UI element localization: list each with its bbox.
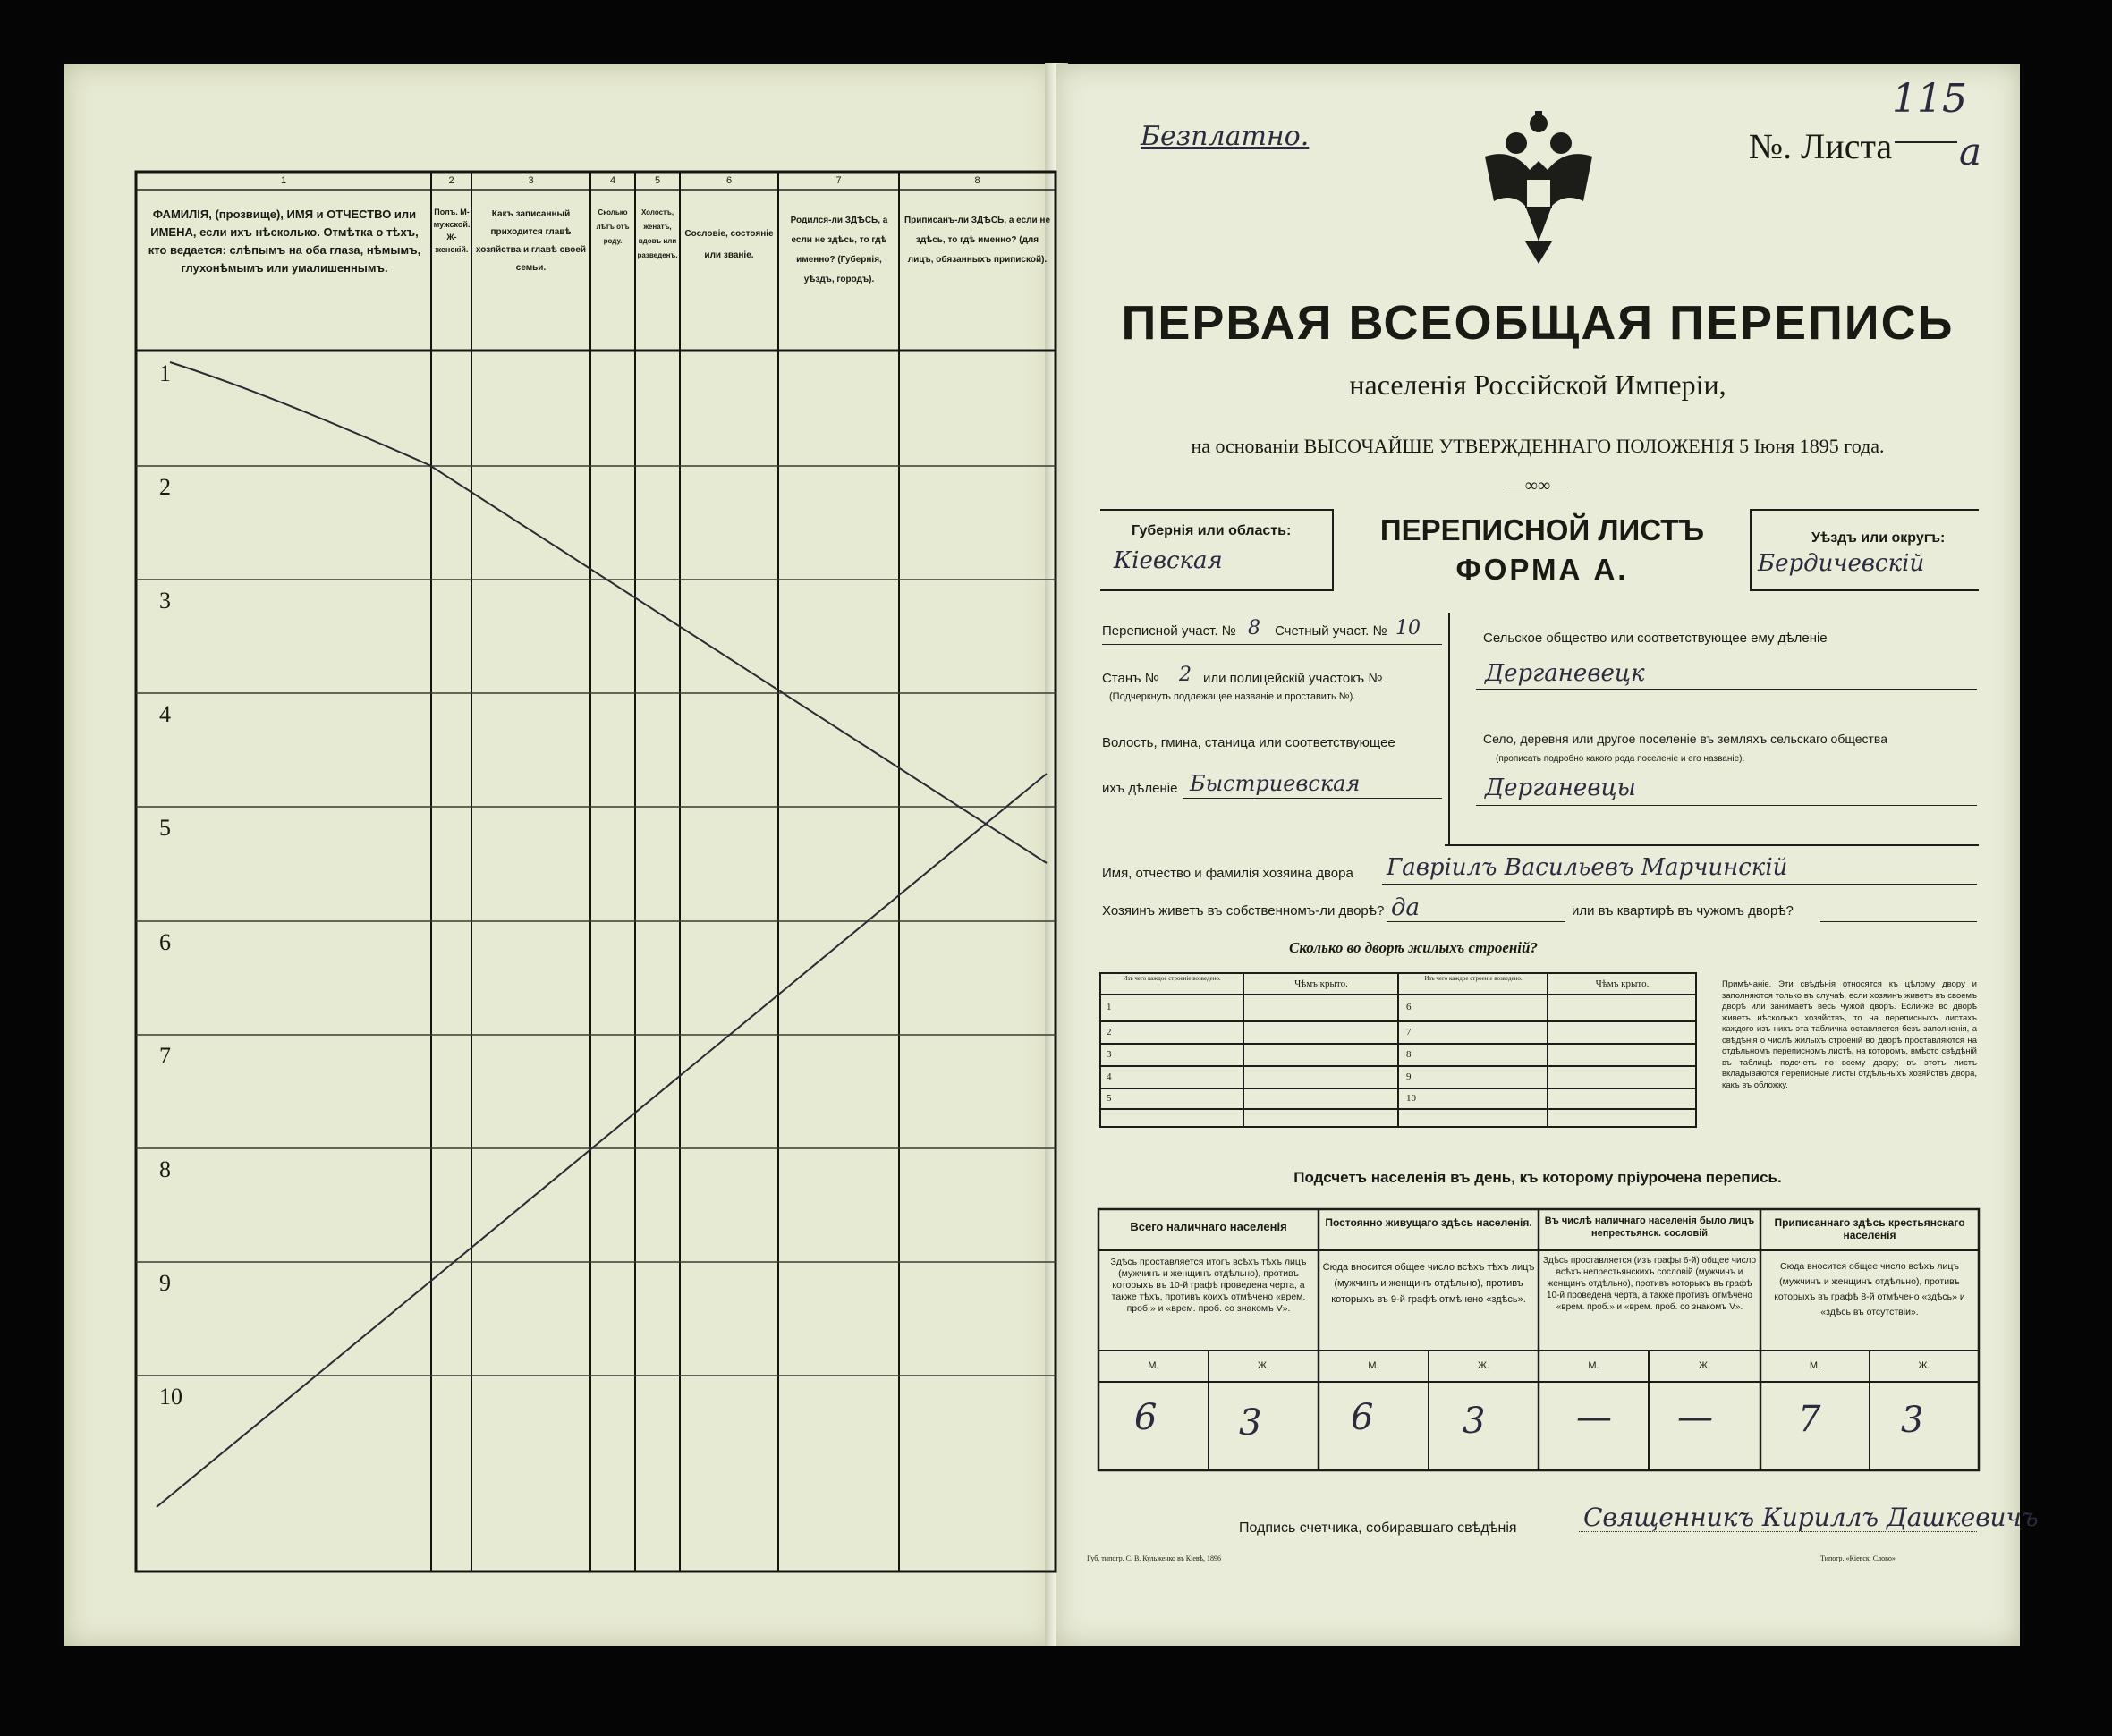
building-row-num: 1 — [1107, 1002, 1112, 1012]
col-num-7: 7 — [835, 175, 842, 186]
page-subtitle: населенія Россійской Имперіи, — [1349, 368, 1726, 401]
row-number: 8 — [159, 1156, 171, 1182]
row-number: 7 — [159, 1043, 171, 1069]
signature-label: Подпись счетчика, собиравшаго свѣдѣнія — [1239, 1520, 1517, 1536]
sex-female-label: Ж. — [1477, 1360, 1490, 1371]
building-row-num: 10 — [1406, 1093, 1416, 1104]
sex-male-label: М. — [1368, 1360, 1379, 1371]
uezd-label: Уѣздъ или округъ: — [1811, 530, 1946, 546]
count-present-female: 3 — [1239, 1402, 1262, 1444]
police-district-label: или полицейскій участокъ № — [1203, 671, 1383, 686]
sex-female-label: Ж. — [1698, 1360, 1711, 1371]
col-num-3: 3 — [528, 175, 534, 186]
col-header-relation: Какъ записанный приходится главѣ хозяйства и главѣ своей семьи. — [475, 209, 587, 273]
count-note-nonpeasant: Здѣсь проставляется (изъ графы 6-й) общее число всѣхъ непрестьянскихъ сословій (мужчинъ и женщинъ отдѣльно), противъ которыхъ въ графѣ 10-й проведена черта, а также противъ отмѣчено «врем. проб.» и «врем. проб. со знакомъ V». — [1542, 1256, 1757, 1312]
counting-district-value: 10 — [1395, 617, 1421, 639]
sex-female-label: Ж. — [1918, 1360, 1930, 1371]
col-header-sex: Полъ. М-мужской. Ж-женскій. — [433, 207, 471, 254]
printer-imprint-right: Типогр. «Кіевск. Слово» — [1820, 1554, 1896, 1562]
village-note: (прописать подробно какого рода поселеніе и его названіе). — [1496, 754, 1745, 764]
field-line — [1820, 921, 1977, 922]
sex-male-label: М. — [1809, 1360, 1821, 1371]
buildings-col-roof-2: Чѣмъ крыто. — [1595, 978, 1650, 989]
count-nonpeasant-female: — — [1677, 1397, 1713, 1438]
census-district-value: 8 — [1248, 617, 1260, 639]
sheet-suffix-handwritten: а — [1959, 130, 1982, 174]
col-num-1: 1 — [280, 175, 287, 186]
signature-value: Священникъ Кириллъ Дашкевичъ — [1583, 1503, 2039, 1532]
row-number: 9 — [159, 1270, 171, 1296]
count-note-present: Здѣсь проставляется итогъ всѣхъ тѣхъ лицъ (мужчинъ и женщинъ отдѣльно), противъ которыхъ въ 10-й графѣ проведена черта, а также тѣхъ, противъ коихъ отмѣчено «врем. проб.» и «врем. проб. со знакомъ V». — [1110, 1257, 1307, 1314]
village-label: Село, деревня или другое поселеніе въ земляхъ сельскаго общества — [1483, 732, 1887, 746]
row-number: 2 — [159, 474, 171, 500]
col-header-marital: Холостъ, женатъ, вдовъ или разведенъ. — [637, 208, 678, 259]
community-label: Сельское общество или соответствующее ему дѣленіе — [1483, 631, 1828, 646]
legal-basis: на основаніи ВЫСОЧАЙШЕ УТВЕРЖДЕННАГО ПОЛОЖЕНІЯ 5 Іюня 1895 года. — [1191, 435, 1885, 457]
row-number: 4 — [159, 701, 171, 727]
building-row-num: 7 — [1406, 1027, 1412, 1037]
field-line — [1387, 921, 1565, 922]
uezd-value: Бердичевскій — [1758, 550, 1925, 577]
row-number: 10 — [159, 1384, 182, 1410]
sex-male-label: М. — [1148, 1360, 1159, 1371]
field-line — [1102, 644, 1442, 645]
volost-label: Волость, гмина, станица или соответствующее — [1102, 735, 1395, 750]
building-row-num: 2 — [1107, 1027, 1112, 1037]
row-number: 3 — [159, 588, 171, 614]
col-header-birthplace: Родился-ли ЗДѢСЬ, а если не здѣсь, то гдѣ именно? (Губернія, уѣздъ, городъ). — [790, 216, 888, 284]
count-permanent-male: 6 — [1351, 1397, 1374, 1438]
count-registered-female: 3 — [1901, 1400, 1924, 1441]
col-num-8: 8 — [974, 175, 980, 186]
col-num-2: 2 — [448, 175, 454, 186]
count-header-permanent: Постоянно живущаго здѣсь населенія. — [1325, 1216, 1532, 1229]
row-number: 5 — [159, 815, 171, 841]
count-present-male: 6 — [1134, 1397, 1158, 1438]
lives-value: да — [1391, 894, 1420, 921]
count-header-nonpeasant: Въ числѣ наличнаго населенія было лицъ непрестьянск. сословій — [1544, 1215, 1755, 1239]
building-row-num: 5 — [1107, 1093, 1112, 1104]
volost-value: Быстриевская — [1190, 771, 1361, 796]
count-header-present: Всего наличнаго населенія — [1130, 1220, 1287, 1233]
count-note-registered: Сюда вносится общее число всѣхъ лицъ (мужчинъ и женщинъ отдѣльно), противъ которыхъ въ графѣ 8-й отмѣчено «здѣсь» и «здѣсь въ отсутствіи». — [1774, 1261, 1965, 1317]
col-header-registration: Приписанъ-ли ЗДѢСЬ, а если не здѣсь, то гдѣ именно? (для лицъ, обязанныхъ припиской). — [903, 216, 1051, 265]
village-value: Дерганевцы — [1485, 775, 1636, 801]
buildings-col-material-2: Изъ чего каждое строеніе возведено. — [1424, 975, 1523, 982]
count-registered-male: 7 — [1798, 1399, 1821, 1440]
stan-note: (Подчеркнуть подлежащее названіе и проставить №). — [1109, 691, 1356, 702]
free-label: Безплатно. — [1141, 121, 1310, 152]
col-num-5: 5 — [654, 175, 661, 186]
sheet-number-handwritten: 115 — [1892, 76, 1967, 122]
volost-label-2: ихъ дѣленіе — [1102, 781, 1178, 796]
sex-male-label: М. — [1588, 1360, 1599, 1371]
stan-label: Станъ № — [1102, 671, 1159, 686]
ornament: —∞∞— — [1506, 476, 1569, 495]
buildings-title: Сколько во дворѣ жилыхъ строеній? — [1289, 939, 1538, 956]
field-line — [1476, 689, 1977, 690]
col-header-name: ФАМИЛІЯ, (прозвище), ИМЯ и ОТЧЕСТВО или ИМЕНА, если ихъ нѣсколько. Отмѣтка о тѣхъ, кто ведается: слѣпымъ на оба глаза, нѣмымъ, глухонѣмымъ или умалишеннымъ. — [148, 207, 421, 275]
form-subtitle: ФОРМА А. — [1455, 553, 1629, 586]
building-row-num: 8 — [1406, 1049, 1412, 1060]
building-row-num: 6 — [1406, 1002, 1412, 1012]
community-value: Дерганевецк — [1485, 660, 1645, 687]
building-row-num: 9 — [1406, 1071, 1412, 1082]
sex-female-label: Ж. — [1257, 1360, 1270, 1371]
printer-imprint-left: Губ. типогр. С. В. Кульженко въ Кіевѣ, 1896 — [1087, 1554, 1221, 1562]
buildings-col-roof: Чѣмъ крыто. — [1294, 978, 1348, 989]
col-header-age: Сколько лѣтъ отъ роду. — [596, 208, 630, 245]
count-title: Подсчетъ населенія въ день, къ которому пріурочена перепись. — [1293, 1169, 1782, 1186]
row-number: 1 — [159, 360, 171, 386]
row-number: 6 — [159, 929, 171, 955]
form-title: ПЕРЕПИСНОЙ ЛИСТЪ — [1379, 513, 1705, 546]
count-note-permanent: Сюда вносится общее число всѣхъ тѣхъ лицъ (мужчинъ и женщинъ отдѣльно), противъ которыхъ въ 9-й графѣ отмѣчено «здѣсь». — [1322, 1262, 1535, 1305]
count-permanent-female: 3 — [1463, 1401, 1486, 1442]
signature-line — [1579, 1531, 1977, 1532]
gubernia-label: Губернія или область: — [1132, 523, 1292, 538]
stan-value: 2 — [1179, 664, 1192, 686]
counting-district-label: Счетный участ. № — [1275, 623, 1387, 639]
buildings-col-material: Изъ чего каждое строеніе возведено. — [1123, 975, 1221, 982]
census-district-label: Переписной участ. № — [1102, 623, 1236, 639]
col-num-4: 4 — [609, 175, 616, 186]
sheet-number-label: №. Листа — [1749, 126, 1893, 166]
field-line — [1183, 798, 1442, 799]
gubernia-value: Кіевская — [1114, 547, 1223, 574]
page-title: ПЕРВАЯ ВСЕОБЩАЯ ПЕРЕПИСЬ — [1121, 296, 1955, 350]
remark: Примѣчаніе. Эти свѣдѣнія относятся къ цѣлому двору и заполняются только въ случаѣ, если хозяинъ живетъ въ своемъ дворѣ или занимаетъ весь чужой дворъ. Если-же во дворѣ живетъ нѣсколько хозяйствъ, то на переписныхъ листахъ каждого изъ нихъ эта табличка оставляется безъ заполненія, а свѣдѣнія о числѣ жилыхъ строеній во дворѣ проставляются на отдѣльномъ переписномъ листѣ, на которомъ, вмѣсто свѣдѣній въ таблицѣ подсчетъ по всему двору; въ этотъ листъ вкладываются переписные листы отдѣльныхъ хозяйствъ двора, какъ въ обложку. — [1722, 979, 1977, 1090]
lives-label-2: или въ квартирѣ въ чужомъ дворѣ? — [1572, 903, 1794, 919]
col-header-estate: Сословіе, состояніе или званіе. — [684, 229, 774, 260]
field-line — [1476, 805, 1977, 806]
lives-label: Хозяинъ живетъ въ собственномъ-ли дворѣ? — [1102, 903, 1385, 919]
owner-label: Имя, отчество и фамилія хозяина двора — [1102, 866, 1353, 881]
count-header-registered: Приписаннаго здѣсь крестьянскаго населенія — [1774, 1216, 1965, 1241]
building-row-num: 3 — [1107, 1049, 1112, 1060]
owner-value: Гавріилъ Васильевъ Марчинскій — [1387, 854, 1788, 881]
field-line — [1382, 884, 1977, 885]
col-num-6: 6 — [725, 175, 733, 186]
count-nonpeasant-male: — — [1576, 1397, 1612, 1438]
building-row-num: 4 — [1107, 1071, 1112, 1082]
